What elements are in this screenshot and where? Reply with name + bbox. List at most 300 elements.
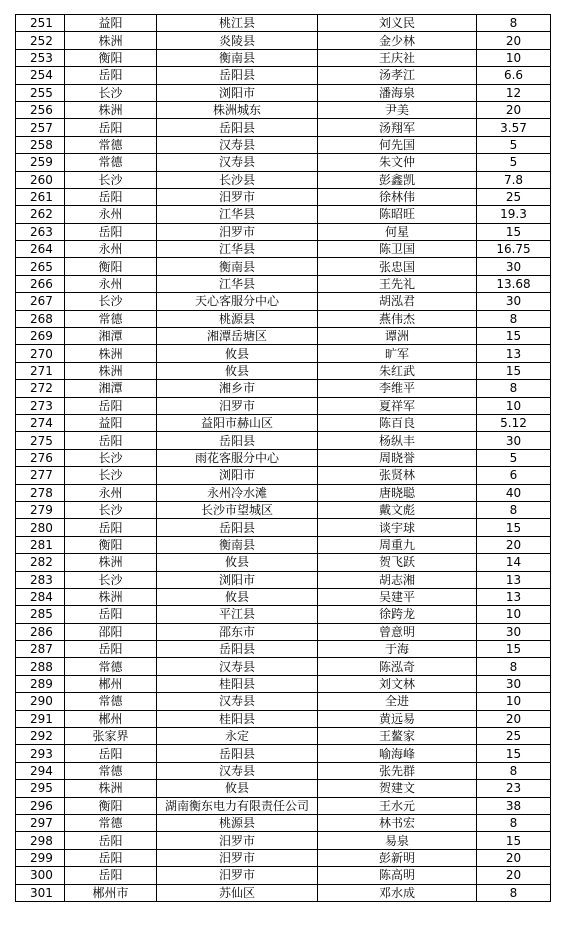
row-number-cell: 297 [16, 814, 65, 831]
table-row [16, 32, 551, 49]
city-cell: 株洲 [65, 588, 157, 605]
person-name-cell: 汤孝江 [318, 67, 477, 84]
row-number-cell: 251 [16, 15, 65, 32]
amount-cell: 40 [477, 484, 551, 501]
amount-cell: 25 [477, 188, 551, 205]
table-row [16, 467, 551, 484]
amount-cell: 30 [477, 623, 551, 640]
city-cell: 湘潭 [65, 328, 157, 345]
amount-cell: 16.75 [477, 241, 551, 258]
district-cell: 天心客服分中心 [157, 293, 318, 310]
row-number-cell: 264 [16, 241, 65, 258]
person-name-cell: 夏祥军 [318, 397, 477, 414]
table-row [16, 258, 551, 275]
table-row [16, 101, 551, 118]
person-name-cell: 陈高明 [318, 867, 477, 884]
amount-cell: 20 [477, 849, 551, 866]
city-cell: 邵阳 [65, 623, 157, 640]
table-row [16, 554, 551, 571]
district-cell: 平江县 [157, 606, 318, 623]
amount-cell: 38 [477, 797, 551, 814]
person-name-cell: 徐林伟 [318, 188, 477, 205]
person-name-cell: 陈卫国 [318, 241, 477, 258]
row-number-cell: 284 [16, 588, 65, 605]
district-cell: 汨罗市 [157, 223, 318, 240]
city-cell: 常德 [65, 310, 157, 327]
person-name-cell: 王庆社 [318, 49, 477, 66]
person-name-cell: 王水元 [318, 797, 477, 814]
city-cell: 岳阳 [65, 67, 157, 84]
amount-cell: 30 [477, 675, 551, 692]
row-number-cell: 255 [16, 84, 65, 101]
district-cell: 汉寿县 [157, 693, 318, 710]
person-name-cell: 朱文仲 [318, 154, 477, 171]
amount-cell: 15 [477, 641, 551, 658]
person-name-cell: 周重九 [318, 536, 477, 553]
amount-cell: 13 [477, 571, 551, 588]
row-number-cell: 263 [16, 223, 65, 240]
person-name-cell: 李维平 [318, 380, 477, 397]
district-cell: 岳阳县 [157, 67, 318, 84]
amount-cell: 13 [477, 345, 551, 362]
row-number-cell: 287 [16, 641, 65, 658]
person-name-cell: 张忠国 [318, 258, 477, 275]
city-cell: 常德 [65, 762, 157, 779]
city-cell: 郴州 [65, 675, 157, 692]
district-cell: 江华县 [157, 275, 318, 292]
amount-cell: 14 [477, 554, 551, 571]
amount-cell: 8 [477, 658, 551, 675]
amount-cell: 12 [477, 84, 551, 101]
district-cell: 长沙县 [157, 171, 318, 188]
table-row [16, 293, 551, 310]
district-cell: 攸县 [157, 362, 318, 379]
district-cell: 邵东市 [157, 623, 318, 640]
amount-cell: 20 [477, 101, 551, 118]
amount-cell: 15 [477, 362, 551, 379]
table-row [16, 414, 551, 431]
district-cell: 岳阳县 [157, 119, 318, 136]
table-row [16, 241, 551, 258]
person-name-cell: 彭鑫凯 [318, 171, 477, 188]
amount-cell: 3.57 [477, 119, 551, 136]
city-cell: 永州 [65, 484, 157, 501]
district-cell: 浏阳市 [157, 84, 318, 101]
person-name-cell: 潘海泉 [318, 84, 477, 101]
amount-cell: 15 [477, 328, 551, 345]
row-number-cell: 252 [16, 32, 65, 49]
person-name-cell: 王鳌家 [318, 728, 477, 745]
row-number-cell: 294 [16, 762, 65, 779]
amount-cell: 5 [477, 154, 551, 171]
row-number-cell: 269 [16, 328, 65, 345]
district-cell: 汉寿县 [157, 154, 318, 171]
district-cell: 湖南衡东电力有限责任公司 [157, 797, 318, 814]
district-cell: 炎陵县 [157, 32, 318, 49]
amount-cell: 8 [477, 884, 551, 901]
row-number-cell: 288 [16, 658, 65, 675]
row-number-cell: 285 [16, 606, 65, 623]
district-cell: 苏仙区 [157, 884, 318, 901]
city-cell: 岳阳 [65, 641, 157, 658]
table-row [16, 154, 551, 171]
row-number-cell: 277 [16, 467, 65, 484]
table-row [16, 484, 551, 501]
amount-cell: 10 [477, 397, 551, 414]
person-name-cell: 刘义民 [318, 15, 477, 32]
table-row [16, 206, 551, 223]
city-cell: 长沙 [65, 501, 157, 518]
person-name-cell: 王先礼 [318, 275, 477, 292]
person-name-cell: 陈泓奇 [318, 658, 477, 675]
amount-cell: 13 [477, 588, 551, 605]
table-row [16, 536, 551, 553]
amount-cell: 7.8 [477, 171, 551, 188]
row-number-cell: 259 [16, 154, 65, 171]
table-row [16, 693, 551, 710]
row-number-cell: 293 [16, 745, 65, 762]
table-row [16, 728, 551, 745]
city-cell: 长沙 [65, 449, 157, 466]
amount-cell: 5 [477, 136, 551, 153]
person-name-cell: 张贤林 [318, 467, 477, 484]
district-cell: 长沙市望城区 [157, 501, 318, 518]
district-cell: 湘潭岳塘区 [157, 328, 318, 345]
district-cell: 汨罗市 [157, 397, 318, 414]
person-name-cell: 贺建文 [318, 780, 477, 797]
person-name-cell: 旷军 [318, 345, 477, 362]
row-number-cell: 300 [16, 867, 65, 884]
person-name-cell: 于海 [318, 641, 477, 658]
district-cell: 雨花客服分中心 [157, 449, 318, 466]
table-row [16, 432, 551, 449]
table-row [16, 658, 551, 675]
table-row [16, 275, 551, 292]
person-name-cell: 谈宇球 [318, 519, 477, 536]
person-name-cell: 何星 [318, 223, 477, 240]
city-cell: 永州 [65, 206, 157, 223]
amount-cell: 8 [477, 762, 551, 779]
table-row [16, 397, 551, 414]
city-cell: 湘潭 [65, 380, 157, 397]
table-row [16, 814, 551, 831]
table-row [16, 588, 551, 605]
row-number-cell: 256 [16, 101, 65, 118]
city-cell: 岳阳 [65, 432, 157, 449]
person-name-cell: 刘文林 [318, 675, 477, 692]
district-cell: 汉寿县 [157, 658, 318, 675]
row-number-cell: 253 [16, 49, 65, 66]
amount-cell: 15 [477, 519, 551, 536]
row-number-cell: 270 [16, 345, 65, 362]
person-name-cell: 何先国 [318, 136, 477, 153]
row-number-cell: 274 [16, 414, 65, 431]
row-number-cell: 260 [16, 171, 65, 188]
city-cell: 长沙 [65, 467, 157, 484]
row-number-cell: 275 [16, 432, 65, 449]
amount-cell: 15 [477, 223, 551, 240]
amount-cell: 10 [477, 693, 551, 710]
table-row [16, 84, 551, 101]
table-row [16, 223, 551, 240]
district-cell: 江华县 [157, 241, 318, 258]
row-number-cell: 265 [16, 258, 65, 275]
table-row [16, 328, 551, 345]
person-name-cell: 汤翔军 [318, 119, 477, 136]
amount-cell: 6.6 [477, 67, 551, 84]
table-row [16, 867, 551, 884]
person-name-cell: 陈昭旺 [318, 206, 477, 223]
city-cell: 益阳 [65, 414, 157, 431]
row-number-cell: 272 [16, 380, 65, 397]
city-cell: 岳阳 [65, 119, 157, 136]
table-row [16, 119, 551, 136]
person-name-cell: 易泉 [318, 832, 477, 849]
amount-cell: 15 [477, 745, 551, 762]
row-number-cell: 271 [16, 362, 65, 379]
city-cell: 岳阳 [65, 832, 157, 849]
table-row [16, 623, 551, 640]
city-cell: 株洲 [65, 554, 157, 571]
amount-cell: 8 [477, 310, 551, 327]
person-name-cell: 邓水成 [318, 884, 477, 901]
city-cell: 长沙 [65, 571, 157, 588]
row-number-cell: 295 [16, 780, 65, 797]
row-number-cell: 282 [16, 554, 65, 571]
amount-cell: 30 [477, 293, 551, 310]
row-number-cell: 281 [16, 536, 65, 553]
city-cell: 张家界 [65, 728, 157, 745]
city-cell: 益阳 [65, 15, 157, 32]
table-row [16, 675, 551, 692]
table-row [16, 745, 551, 762]
amount-cell: 30 [477, 258, 551, 275]
district-cell: 衡南县 [157, 49, 318, 66]
amount-cell: 6 [477, 467, 551, 484]
records-table [15, 14, 551, 902]
district-cell: 攸县 [157, 345, 318, 362]
row-number-cell: 291 [16, 710, 65, 727]
row-number-cell: 289 [16, 675, 65, 692]
amount-cell: 20 [477, 710, 551, 727]
amount-cell: 8 [477, 814, 551, 831]
district-cell: 湘乡市 [157, 380, 318, 397]
city-cell: 岳阳 [65, 849, 157, 866]
district-cell: 攸县 [157, 554, 318, 571]
person-name-cell: 张先群 [318, 762, 477, 779]
district-cell: 岳阳县 [157, 432, 318, 449]
district-cell: 桃江县 [157, 15, 318, 32]
city-cell: 衡阳 [65, 258, 157, 275]
district-cell: 岳阳县 [157, 519, 318, 536]
city-cell: 衡阳 [65, 536, 157, 553]
table-row [16, 606, 551, 623]
district-cell: 浏阳市 [157, 467, 318, 484]
person-name-cell: 喻海峰 [318, 745, 477, 762]
table-row [16, 67, 551, 84]
row-number-cell: 254 [16, 67, 65, 84]
person-name-cell: 彭新明 [318, 849, 477, 866]
table-row [16, 136, 551, 153]
table-row [16, 380, 551, 397]
table-row [16, 641, 551, 658]
amount-cell: 5 [477, 449, 551, 466]
table-row [16, 362, 551, 379]
city-cell: 常德 [65, 814, 157, 831]
person-name-cell: 谭洲 [318, 328, 477, 345]
district-cell: 攸县 [157, 588, 318, 605]
amount-cell: 8 [477, 15, 551, 32]
city-cell: 株洲 [65, 101, 157, 118]
district-cell: 衡南县 [157, 536, 318, 553]
amount-cell: 5.12 [477, 414, 551, 431]
person-name-cell: 陈百良 [318, 414, 477, 431]
amount-cell: 10 [477, 606, 551, 623]
amount-cell: 30 [477, 432, 551, 449]
row-number-cell: 292 [16, 728, 65, 745]
table-row [16, 832, 551, 849]
district-cell: 益阳市赫山区 [157, 414, 318, 431]
city-cell: 长沙 [65, 293, 157, 310]
row-number-cell: 261 [16, 188, 65, 205]
table-row [16, 345, 551, 362]
person-name-cell: 周晓誉 [318, 449, 477, 466]
table-row [16, 310, 551, 327]
district-cell: 永州冷水滩 [157, 484, 318, 501]
person-name-cell: 徐跨龙 [318, 606, 477, 623]
table-row [16, 15, 551, 32]
table-row [16, 797, 551, 814]
amount-cell: 13.68 [477, 275, 551, 292]
district-cell: 株洲城东 [157, 101, 318, 118]
city-cell: 永州 [65, 241, 157, 258]
person-name-cell: 燕伟杰 [318, 310, 477, 327]
district-cell: 汨罗市 [157, 832, 318, 849]
person-name-cell: 戴文彪 [318, 501, 477, 518]
city-cell: 永州 [65, 275, 157, 292]
row-number-cell: 278 [16, 484, 65, 501]
city-cell: 长沙 [65, 84, 157, 101]
district-cell: 桂阳县 [157, 675, 318, 692]
records-table-body [16, 15, 551, 902]
table-row [16, 49, 551, 66]
city-cell: 株洲 [65, 362, 157, 379]
row-number-cell: 298 [16, 832, 65, 849]
row-number-cell: 299 [16, 849, 65, 866]
city-cell: 岳阳 [65, 223, 157, 240]
city-cell: 郴州 [65, 710, 157, 727]
city-cell: 岳阳 [65, 606, 157, 623]
person-name-cell: 尹美 [318, 101, 477, 118]
row-number-cell: 266 [16, 275, 65, 292]
amount-cell: 23 [477, 780, 551, 797]
amount-cell: 10 [477, 49, 551, 66]
amount-cell: 20 [477, 536, 551, 553]
person-name-cell: 全进 [318, 693, 477, 710]
amount-cell: 20 [477, 32, 551, 49]
city-cell: 常德 [65, 658, 157, 675]
row-number-cell: 290 [16, 693, 65, 710]
city-cell: 郴州市 [65, 884, 157, 901]
table-row [16, 762, 551, 779]
row-number-cell: 301 [16, 884, 65, 901]
district-cell: 攸县 [157, 780, 318, 797]
table-row [16, 571, 551, 588]
amount-cell: 8 [477, 380, 551, 397]
district-cell: 永定 [157, 728, 318, 745]
person-name-cell: 贺飞跃 [318, 554, 477, 571]
district-cell: 桃源县 [157, 814, 318, 831]
person-name-cell: 朱红武 [318, 362, 477, 379]
city-cell: 岳阳 [65, 867, 157, 884]
city-cell: 衡阳 [65, 797, 157, 814]
district-cell: 岳阳县 [157, 641, 318, 658]
row-number-cell: 280 [16, 519, 65, 536]
district-cell: 汉寿县 [157, 762, 318, 779]
table-row [16, 884, 551, 901]
person-name-cell: 胡泓君 [318, 293, 477, 310]
row-number-cell: 296 [16, 797, 65, 814]
row-number-cell: 286 [16, 623, 65, 640]
table-row [16, 710, 551, 727]
district-cell: 汨罗市 [157, 849, 318, 866]
table-row [16, 849, 551, 866]
amount-cell: 15 [477, 832, 551, 849]
city-cell: 常德 [65, 693, 157, 710]
amount-cell: 19.3 [477, 206, 551, 223]
row-number-cell: 258 [16, 136, 65, 153]
row-number-cell: 262 [16, 206, 65, 223]
row-number-cell: 268 [16, 310, 65, 327]
amount-cell: 25 [477, 728, 551, 745]
city-cell: 株洲 [65, 32, 157, 49]
table-row [16, 171, 551, 188]
district-cell: 岳阳县 [157, 745, 318, 762]
district-cell: 汉寿县 [157, 136, 318, 153]
table-row [16, 519, 551, 536]
table-row [16, 501, 551, 518]
amount-cell: 8 [477, 501, 551, 518]
district-cell: 桂阳县 [157, 710, 318, 727]
person-name-cell: 黄远易 [318, 710, 477, 727]
amount-cell: 20 [477, 867, 551, 884]
district-cell: 浏阳市 [157, 571, 318, 588]
city-cell: 岳阳 [65, 188, 157, 205]
row-number-cell: 273 [16, 397, 65, 414]
city-cell: 岳阳 [65, 519, 157, 536]
row-number-cell: 257 [16, 119, 65, 136]
row-number-cell: 279 [16, 501, 65, 518]
district-cell: 汨罗市 [157, 188, 318, 205]
row-number-cell: 267 [16, 293, 65, 310]
district-cell: 江华县 [157, 206, 318, 223]
row-number-cell: 276 [16, 449, 65, 466]
city-cell: 株洲 [65, 780, 157, 797]
row-number-cell: 283 [16, 571, 65, 588]
person-name-cell: 曾意明 [318, 623, 477, 640]
person-name-cell: 吴建平 [318, 588, 477, 605]
city-cell: 衡阳 [65, 49, 157, 66]
table-row [16, 449, 551, 466]
district-cell: 衡南县 [157, 258, 318, 275]
person-name-cell: 林书宏 [318, 814, 477, 831]
city-cell: 常德 [65, 136, 157, 153]
person-name-cell: 唐晓聪 [318, 484, 477, 501]
person-name-cell: 胡志湘 [318, 571, 477, 588]
city-cell: 株洲 [65, 345, 157, 362]
city-cell: 常德 [65, 154, 157, 171]
district-cell: 汨罗市 [157, 867, 318, 884]
